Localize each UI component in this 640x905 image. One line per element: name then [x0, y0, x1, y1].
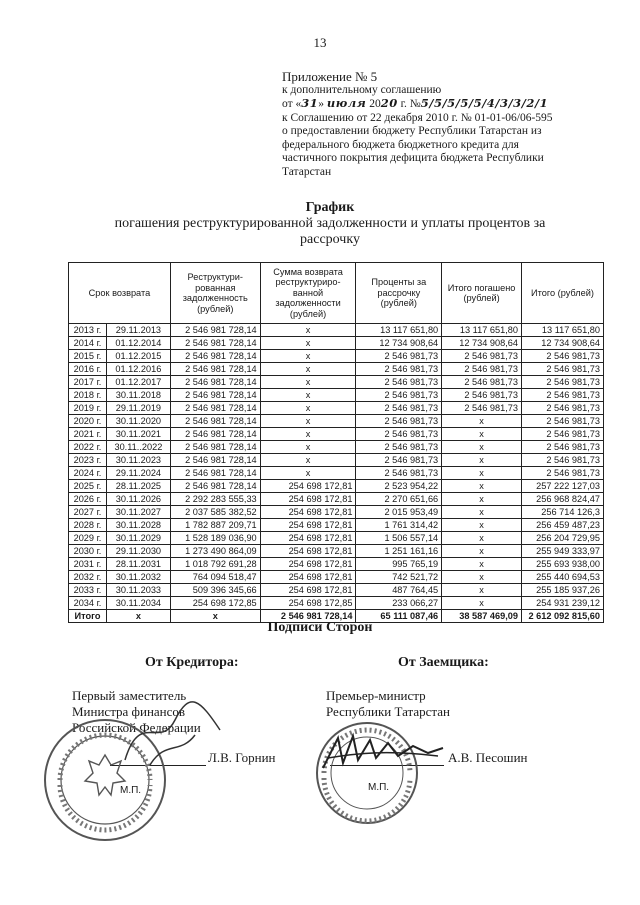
- row-year: 2017 г.: [69, 376, 107, 389]
- row-year: 2019 г.: [69, 402, 107, 415]
- row-repay: 254 698 172,81: [260, 532, 356, 545]
- row-year: 2014 г.: [69, 337, 107, 350]
- row-total: 2 546 981,73: [521, 467, 603, 480]
- row-debt: 2 546 981 728,14: [170, 441, 260, 454]
- row-repay: х: [260, 402, 356, 415]
- row-interest: 2 546 981,73: [356, 415, 442, 428]
- appendix-block: [282, 70, 622, 179]
- row-year: 2028 г.: [69, 519, 107, 532]
- row-paid: 2 546 981,73: [442, 389, 522, 402]
- row-paid: х: [442, 597, 522, 610]
- row-total: 255 440 694,53: [521, 571, 603, 584]
- row-interest: 2 523 954,22: [356, 480, 442, 493]
- row-total: 256 204 729,95: [521, 532, 603, 545]
- appendix-line2-mid: »: [318, 98, 327, 110]
- schedule-heading: [60, 200, 600, 248]
- appendix-line2-suffix: г. №: [397, 98, 421, 110]
- row-repay: 254 698 172,85: [260, 597, 356, 610]
- row-interest: 13 117 651,80: [356, 324, 442, 337]
- row-total: 255 693 938,00: [521, 558, 603, 571]
- row-date: 29.11.2030: [106, 545, 170, 558]
- row-paid: х: [442, 428, 522, 441]
- appendix-line6: частичного покрытия дефицита бюджета Республики: [282, 152, 544, 164]
- row-year: 2027 г.: [69, 506, 107, 519]
- row-debt: 2 546 981 728,14: [170, 454, 260, 467]
- row-total: 255 949 333,97: [521, 545, 603, 558]
- row-interest: 742 521,72: [356, 571, 442, 584]
- row-debt: 2 546 981 728,14: [170, 402, 260, 415]
- table-row: [69, 506, 604, 519]
- row-debt: 2 292 283 555,33: [170, 493, 260, 506]
- row-interest: 233 066,27: [356, 597, 442, 610]
- row-total: 2 546 981,73: [521, 376, 603, 389]
- appendix-line7: Татарстан: [282, 165, 332, 178]
- debtor-signature: [318, 728, 448, 778]
- appendix-year-prefix: 20: [369, 98, 381, 110]
- row-total: 2 546 981,73: [521, 363, 603, 376]
- debtor-position-2: Республики Татарстан: [326, 704, 450, 719]
- table-body: [69, 324, 604, 610]
- total-repay: 2 546 981 728,14: [260, 610, 356, 623]
- row-total: 2 546 981,73: [521, 454, 603, 467]
- row-total: 256 714 126,3: [521, 506, 603, 519]
- row-date: 30.11.2027: [106, 506, 170, 519]
- row-interest: 2 546 981,73: [356, 350, 442, 363]
- row-interest: 2 015 953,49: [356, 506, 442, 519]
- table-row: [69, 584, 604, 597]
- appendix-line2-prefix: от «: [282, 98, 302, 110]
- page-number: 13: [313, 35, 327, 50]
- creditor-mp-label: М.П.: [120, 785, 142, 796]
- row-repay: х: [260, 324, 356, 337]
- row-paid: х: [442, 584, 522, 597]
- row-year: 2015 г.: [69, 350, 107, 363]
- row-date: 30.11.2020: [106, 415, 170, 428]
- row-date: 29.11.2024: [106, 467, 170, 480]
- row-debt: 764 094 518,47: [170, 571, 260, 584]
- row-year: 2033 г.: [69, 584, 107, 597]
- header-restructured: Реструктури-рованная задолженность (рублей): [170, 263, 260, 324]
- row-year: 2024 г.: [69, 467, 107, 480]
- table-row: [69, 363, 604, 376]
- row-paid: х: [442, 532, 522, 545]
- appendix-line1: к дополнительному соглашению: [282, 83, 442, 96]
- row-date: 01.12.2014: [106, 337, 170, 350]
- row-interest: 2 546 981,73: [356, 454, 442, 467]
- row-debt: 509 396 345,66: [170, 584, 260, 597]
- row-paid: х: [442, 558, 522, 571]
- row-date: 30.11.2033: [106, 584, 170, 597]
- row-repay: х: [260, 350, 356, 363]
- appendix-line3: к Соглашению от 22 декабря 2010 г. № 01-01-06/06-595: [282, 111, 553, 124]
- row-repay: х: [260, 467, 356, 480]
- row-date: 01.12.2016: [106, 363, 170, 376]
- table-row: [69, 441, 604, 454]
- signatures-title: Подписи Сторон: [267, 620, 373, 635]
- row-year: 2032 г.: [69, 571, 107, 584]
- row-repay: х: [260, 376, 356, 389]
- row-total: 13 117 651,80: [521, 324, 603, 337]
- total-paid: 38 587 469,09: [442, 610, 522, 623]
- table-row: [69, 337, 604, 350]
- table-row: [69, 389, 604, 402]
- row-year: 2020 г.: [69, 415, 107, 428]
- row-paid: х: [442, 493, 522, 506]
- row-debt: 2 546 981 728,14: [170, 428, 260, 441]
- row-repay: 254 698 172,81: [260, 571, 356, 584]
- appendix-title: Приложение № 5: [282, 69, 378, 84]
- header-interest: Проценты за рассрочку (рублей): [356, 263, 442, 324]
- header-term: Срок возврата: [69, 263, 171, 324]
- row-paid: 2 546 981,73: [442, 402, 522, 415]
- row-repay: 254 698 172,81: [260, 545, 356, 558]
- row-interest: 2 546 981,73: [356, 441, 442, 454]
- row-debt: 2 037 585 382,52: [170, 506, 260, 519]
- creditor-position-1: Первый заместитель: [72, 688, 187, 703]
- row-repay: х: [260, 389, 356, 402]
- table-row: [69, 402, 604, 415]
- row-debt: 1 018 792 691,28: [170, 558, 260, 571]
- row-debt: 2 546 981 728,14: [170, 389, 260, 402]
- row-paid: х: [442, 506, 522, 519]
- row-date: 30.11.2018: [106, 389, 170, 402]
- row-year: 2034 г.: [69, 597, 107, 610]
- row-date: 30.11.2028: [106, 519, 170, 532]
- row-interest: 2 546 981,73: [356, 389, 442, 402]
- row-debt: 2 546 981 728,14: [170, 480, 260, 493]
- row-interest: 1 251 161,16: [356, 545, 442, 558]
- row-interest: 12 734 908,64: [356, 337, 442, 350]
- row-year: 2021 г.: [69, 428, 107, 441]
- total-date: х: [106, 610, 170, 623]
- appendix-line4: о предоставлении бюджету Республики Татарстан из: [282, 125, 542, 137]
- row-debt: 1 273 490 864,09: [170, 545, 260, 558]
- row-total: 256 968 824,47: [521, 493, 603, 506]
- row-repay: 254 698 172,81: [260, 584, 356, 597]
- row-total: 256 459 487,23: [521, 519, 603, 532]
- table-row: [69, 493, 604, 506]
- table-row: [69, 597, 604, 610]
- schedule-title: График: [305, 200, 355, 215]
- row-repay: х: [260, 415, 356, 428]
- header-total-repaid: Итого погашено (рублей): [442, 263, 522, 324]
- row-total: 254 931 239,12: [521, 597, 603, 610]
- row-date: 30.11.2032: [106, 571, 170, 584]
- row-repay: 254 698 172,81: [260, 506, 356, 519]
- row-paid: 13 117 651,80: [442, 324, 522, 337]
- row-date: 30.11.2034: [106, 597, 170, 610]
- row-date: 01.12.2015: [106, 350, 170, 363]
- row-interest: 2 546 981,73: [356, 402, 442, 415]
- table-row: [69, 454, 604, 467]
- row-total: 257 222 127,03: [521, 480, 603, 493]
- row-year: 2030 г.: [69, 545, 107, 558]
- table-row: [69, 467, 604, 480]
- row-debt: 254 698 172,85: [170, 597, 260, 610]
- row-repay: х: [260, 363, 356, 376]
- row-debt: 2 546 981 728,14: [170, 376, 260, 389]
- table-row: [69, 376, 604, 389]
- row-date: 28.11.2031: [106, 558, 170, 571]
- table-header-row: [69, 263, 604, 324]
- total-interest: 65 111 087,46: [356, 610, 442, 623]
- row-debt: 2 546 981 728,14: [170, 324, 260, 337]
- creditor-position-2: Министра финансов: [72, 704, 186, 719]
- table-row: [69, 571, 604, 584]
- row-total: 2 546 981,73: [521, 389, 603, 402]
- appendix-line5: федерального бюджета бюджетного кредита для: [282, 138, 519, 151]
- row-date: 01.12.2017: [106, 376, 170, 389]
- row-interest: 487 764,45: [356, 584, 442, 597]
- row-paid: 2 546 981,73: [442, 363, 522, 376]
- row-date: 30.11..2022: [106, 441, 170, 454]
- table-row: [69, 545, 604, 558]
- row-total: 12 734 908,64: [521, 337, 603, 350]
- row-interest: 2 546 981,73: [356, 376, 442, 389]
- creditor-signature: [120, 690, 230, 780]
- row-interest: 2 546 981,73: [356, 467, 442, 480]
- row-interest: 2 546 981,73: [356, 363, 442, 376]
- appendix-line2: [282, 97, 622, 112]
- row-year: 2026 г.: [69, 493, 107, 506]
- debtor-mp-label: М.П.: [368, 782, 390, 793]
- row-date: 29.11.2013: [106, 324, 170, 337]
- total-label: Итого: [69, 610, 107, 623]
- row-total: 2 546 981,73: [521, 350, 603, 363]
- table-row: [69, 519, 604, 532]
- row-interest: 1 761 314,42: [356, 519, 442, 532]
- row-year: 2023 г.: [69, 454, 107, 467]
- total-debt: х: [170, 610, 260, 623]
- total-sum: 2 612 092 815,60: [521, 610, 603, 623]
- row-paid: х: [442, 545, 522, 558]
- table-row: [69, 350, 604, 363]
- schedule-subtitle-1: погашения реструктурированной задолженности и уплаты процентов за: [114, 216, 546, 231]
- table-row: [69, 324, 604, 337]
- row-repay: х: [260, 337, 356, 350]
- row-paid: х: [442, 467, 522, 480]
- row-paid: 12 734 908,64: [442, 337, 522, 350]
- debtor-heading: От Заемщика:: [398, 655, 489, 670]
- row-total: 2 546 981,73: [521, 402, 603, 415]
- creditor-signatory-name: Л.В. Горнин: [208, 750, 276, 765]
- row-date: 30.11.2023: [106, 454, 170, 467]
- row-date: 30.11.2026: [106, 493, 170, 506]
- row-interest: 995 765,19: [356, 558, 442, 571]
- row-paid: х: [442, 480, 522, 493]
- row-repay: 254 698 172,81: [260, 493, 356, 506]
- row-debt: 1 528 189 036,90: [170, 532, 260, 545]
- handwritten-year: 20: [380, 96, 398, 110]
- row-repay: х: [260, 454, 356, 467]
- table-row: [69, 558, 604, 571]
- repayment-schedule-table: [68, 262, 604, 623]
- header-total: Итого (рублей): [521, 263, 603, 324]
- header-repayment: Сумма возврата реструктуриро-ванной задолженности (рублей): [260, 263, 356, 324]
- table-row: [69, 428, 604, 441]
- row-year: 2025 г.: [69, 480, 107, 493]
- row-paid: х: [442, 454, 522, 467]
- row-total: 2 546 981,73: [521, 415, 603, 428]
- row-repay: 254 698 172,81: [260, 558, 356, 571]
- row-interest: 2 546 981,73: [356, 428, 442, 441]
- row-debt: 2 546 981 728,14: [170, 337, 260, 350]
- eagle-emblem-icon: [85, 755, 125, 795]
- row-year: 2029 г.: [69, 532, 107, 545]
- row-paid: х: [442, 441, 522, 454]
- row-total: 2 546 981,73: [521, 441, 603, 454]
- row-year: 2013 г.: [69, 324, 107, 337]
- row-paid: 2 546 981,73: [442, 350, 522, 363]
- creditor-position-3: Российской Федерации: [72, 720, 201, 735]
- table-row: [69, 415, 604, 428]
- debtor-block: [326, 688, 450, 720]
- row-debt: 2 546 981 728,14: [170, 415, 260, 428]
- table-row: [69, 480, 604, 493]
- row-paid: 2 546 981,73: [442, 376, 522, 389]
- debtor-signatory-name: А.В. Песошин: [448, 750, 528, 765]
- row-paid: х: [442, 571, 522, 584]
- row-total: 2 546 981,73: [521, 428, 603, 441]
- row-debt: 2 546 981 728,14: [170, 363, 260, 376]
- row-debt: 2 546 981 728,14: [170, 350, 260, 363]
- row-paid: х: [442, 415, 522, 428]
- row-total: 255 185 937,26: [521, 584, 603, 597]
- creditor-heading: От Кредитора:: [145, 655, 239, 670]
- handwritten-day: 31: [301, 96, 319, 110]
- row-date: 28.11.2025: [106, 480, 170, 493]
- schedule-subtitle-2: рассрочку: [300, 232, 360, 247]
- row-repay: 254 698 172,81: [260, 519, 356, 532]
- row-repay: х: [260, 428, 356, 441]
- row-year: 2031 г.: [69, 558, 107, 571]
- row-interest: 2 270 651,66: [356, 493, 442, 506]
- row-paid: х: [442, 519, 522, 532]
- row-date: 30.11.2029: [106, 532, 170, 545]
- table-row: [69, 532, 604, 545]
- row-year: 2016 г.: [69, 363, 107, 376]
- handwritten-month: июля: [326, 96, 367, 110]
- row-debt: 1 782 887 209,71: [170, 519, 260, 532]
- row-repay: 254 698 172,81: [260, 480, 356, 493]
- row-date: 29.11.2019: [106, 402, 170, 415]
- row-interest: 1 506 557,14: [356, 532, 442, 545]
- row-debt: 2 546 981 728,14: [170, 467, 260, 480]
- handwritten-number: 5/5/5/5/5/4/3/3/2/1: [420, 96, 549, 110]
- row-date: 30.11.2021: [106, 428, 170, 441]
- row-year: 2022 г.: [69, 441, 107, 454]
- row-year: 2018 г.: [69, 389, 107, 402]
- row-repay: х: [260, 441, 356, 454]
- debtor-position-1: Премьер-министр: [326, 688, 426, 703]
